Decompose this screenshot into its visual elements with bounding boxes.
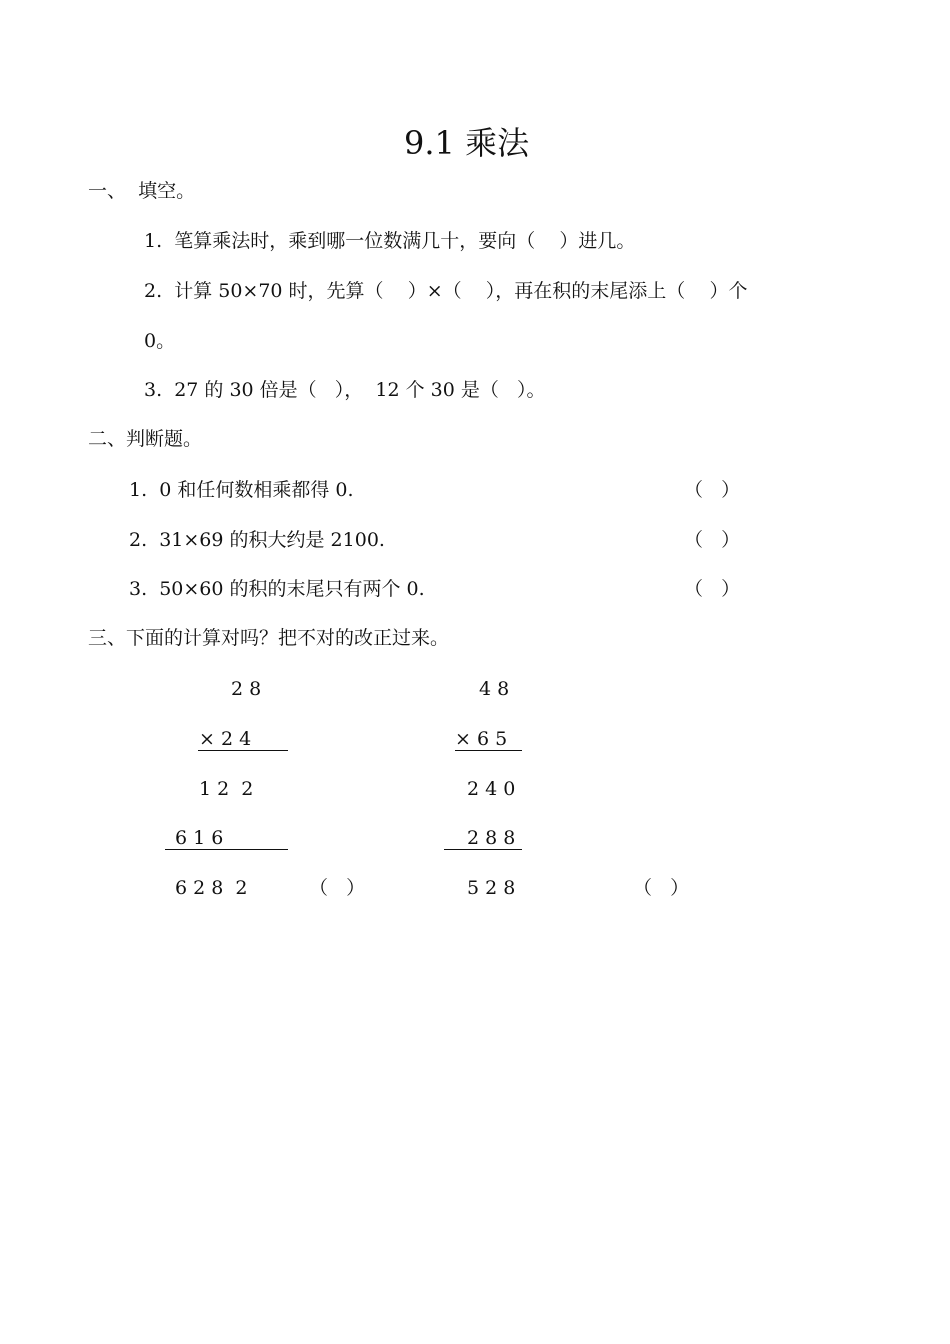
calc-2-partial-product-1: 2 4 0 — [467, 778, 516, 800]
calc-2-rule-1 — [455, 750, 522, 751]
question-1-3: 3. 27 的 30 倍是（ ）， 12 个 30 是（ ）。 — [144, 379, 546, 401]
judgment-item-1: 1. 0 和任何数相乘都得 0. — [129, 479, 354, 501]
calc-2-rule-2 — [444, 849, 522, 850]
calc-2-multiplicand: 4 8 — [479, 678, 510, 700]
calc-2-partial-product-2: 2 8 8 — [467, 827, 516, 849]
question-1-2-continued: 0。 — [144, 330, 176, 352]
judgment-answer-bracket-2: （ ） — [684, 529, 741, 551]
section-3-heading: 三、下面的计算对吗？把不对的改正过来。 — [88, 627, 450, 649]
calc-1-rule-2 — [165, 849, 288, 850]
judgment-item-3: 3. 50×60 的积的末尾只有两个 0. — [129, 578, 425, 600]
question-1-2: 2. 计算 50×70 时，先算（ ）×（ ），再在积的末尾添上（ ）个 — [144, 280, 748, 302]
calc-1-partial-product-1: 1 2 2 — [199, 778, 254, 800]
calc-1-multiplicand: 2 8 — [231, 678, 262, 700]
calc-1-multiplier: × 2 4 — [199, 728, 252, 750]
calc-1-result: 6 2 8 2 — [175, 877, 248, 899]
calc-1-answer-bracket: （ ） — [309, 877, 366, 899]
calc-2-answer-bracket: （ ） — [633, 877, 690, 899]
calc-2-result: 5 2 8 — [467, 877, 516, 899]
judgment-answer-bracket-1: （ ） — [684, 479, 741, 501]
judgment-item-2: 2. 31×69 的积大约是 2100. — [129, 529, 385, 551]
calc-2-multiplier: × 6 5 — [455, 728, 508, 750]
section-1-heading: 一、 填空。 — [88, 180, 196, 202]
page-title: 9.1 乘法 — [404, 124, 530, 162]
question-1-1: 1. 笔算乘法时，乘到哪一位数满几十，要向（ ）进几。 — [144, 230, 636, 252]
judgment-answer-bracket-3: （ ） — [684, 578, 741, 600]
section-2-heading: 二、判断题。 — [88, 428, 203, 450]
calc-1-partial-product-2: 6 1 6 — [175, 827, 224, 849]
calc-1-rule-1 — [198, 750, 288, 751]
